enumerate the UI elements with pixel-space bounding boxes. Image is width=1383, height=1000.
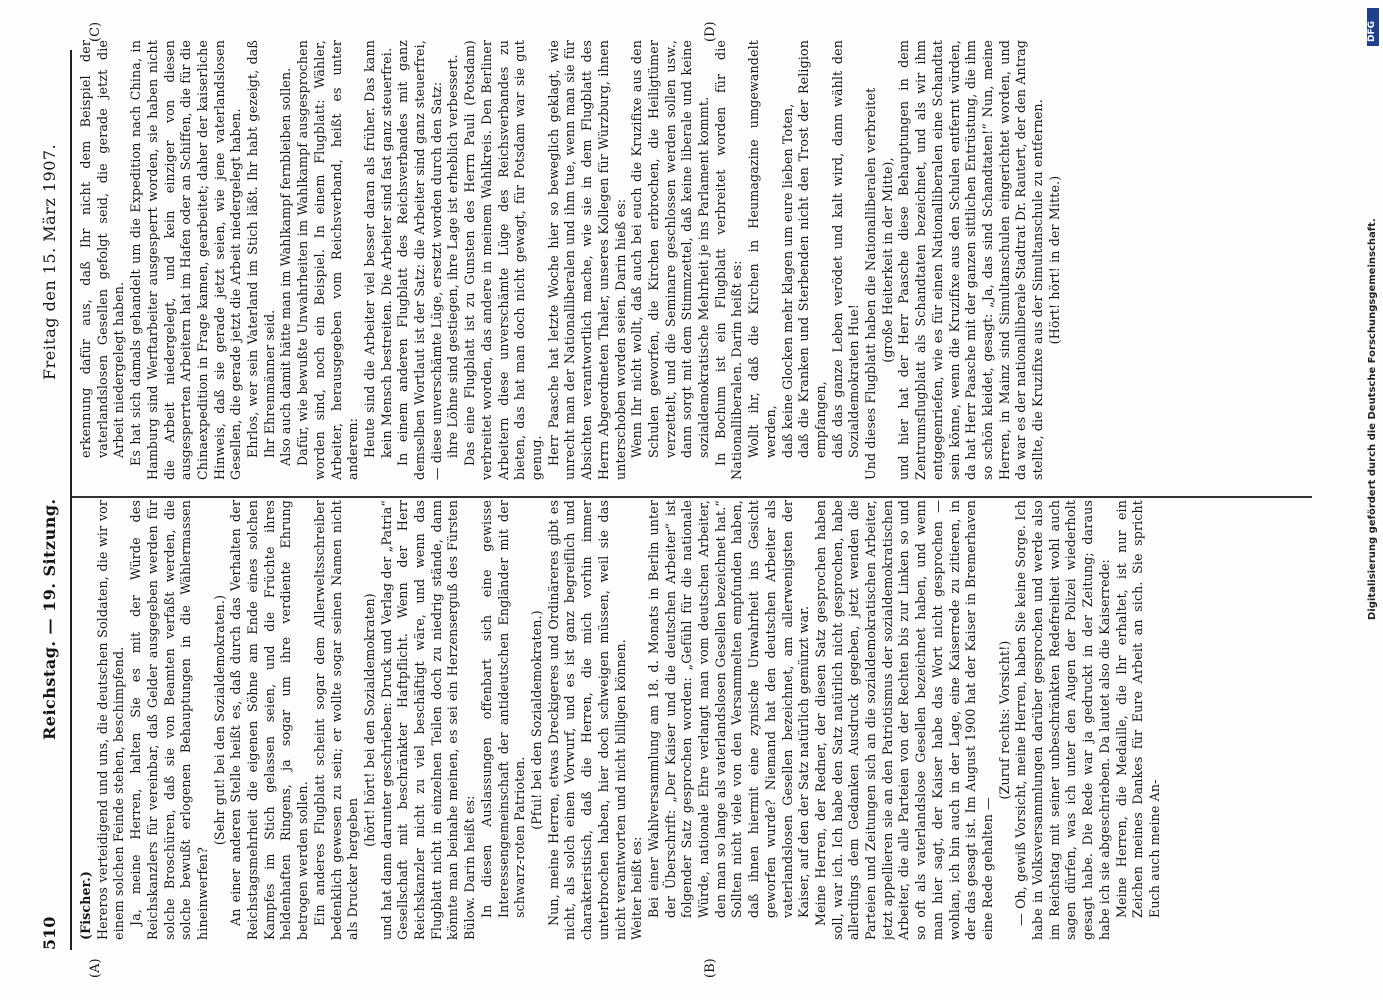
dfg-logo-text: DFG <box>1367 20 1377 42</box>
quotation: daß die Kranken und Sterbenden nicht den Trost der Religion empfangen, <box>796 40 828 458</box>
column-divider <box>72 496 1312 498</box>
interjection: (große Heiterkeit in der Mitte), <box>879 157 895 363</box>
interjection: (Pfui! bei den Sozialdemokraten.) <box>528 610 544 830</box>
paragraph: Es hat sich damals gehandelt um die Expedition nach China, in Hamburg sind Werftarbeiter ausgesperrt worden, sie haben nicht die Arbeit niedergelegt, und kein einziger von diesen ausgesperrten Arbeitern hat im Hafen oder an Schiffen, die für die Chinaexpedition in Frage kamen, gearbeitet; daher der kaiserliche Hinweis, daß sie gerade jetzt seien, wie jene vaterlandslosen Gesellen, die gerade jetzt die Arbeit niedergelegt haben. <box>128 40 244 480</box>
quotation: Wollt ihr, daß die Kirchen in Heumagazine umgewandelt werden, <box>746 40 778 458</box>
digitization-note: Digitalisierung gefördert durch die Deutsche Forschungsgemeinschaft. <box>1367 218 1378 620</box>
paragraph: Meine Herren, der Redner, der diesen Satz gesprochen haben soll, war ich. Ich habe den Satz natürlich nicht gesprochen, habe allerdings dem Gedanken Ausdruck gegeben, jetzt wenden die Parteien und Zeitungen sich an die sozialdemokratischen Arbeiter, jetzt appellieren sie an den Patriotismus der sozialdemokratischen Arbeiter, die alle Parteien von der Rechten bis zur Linken so und so oft als vaterlandslose Gesellen bezeichnet haben, und wenn man hier sagt, der Kaiser habe das Wort nicht gesprochen — wohlan, ich bin auch in der Lage, eine Kaiserrede zu zitieren, in der das gesagt ist. Im August 1900 hat der Kaiser in Bremerhaven eine Rede gehalten — <box>812 500 995 940</box>
header-rule <box>70 50 72 950</box>
margin-marker-a: (A) <box>88 958 103 978</box>
quotation: Ehrlos, wer sein Vaterland im Stich läßt. Ihr habt gezeigt, daß Ihr Ehrenmänner seid. <box>245 40 277 458</box>
paragraph: Nun, meine Herren, etwas Dreckigeres und Ordinäreres gibt es nicht, als solch einen Vorwurf, und es ist ganz begreiflich und charakteristisch, daß die Herren, die mich vorhin immer unterbrochen haben, hier doch schweigen müssen, weil sie das nicht verantworten und nicht billigen können. <box>545 500 628 940</box>
quotation: ihre Löhne sind gestiegen, ihre Lage ist erheblich verbessert. <box>445 54 461 458</box>
quotation: Heute sind die Arbeiter viel besser daran als früher. Das kann kein Mensch bestreiten. Die Arbeiter sind fast ganz steuerfrei. <box>361 40 394 458</box>
paragraph: Also auch damit hätte man im Wahlkampf fernbleiben sollen. <box>278 67 294 466</box>
interjection: (hört! hört! bei den Sozialdemokraten) <box>361 593 377 847</box>
session-date: Freitag den 15. März 1907. <box>40 143 59 380</box>
page-header <box>40 50 70 950</box>
paragraph: Ja, meine Herren, halten Sie es mit der Würde des Reichskanzlers für vereinbar, daß Gelder ausgegeben werden für solche Broschüren, daß sie von Beamten verfaßt werden, die solche bewußt erlogenen Behauptungen in die Wählermassen hineinwerfen? <box>128 500 210 940</box>
paragraph: — Oh, gewiß Vorsicht, meine Herren, haben Sie keine Sorge. Ich habe in Volksversammlungen darüber gesprochen und werde also im Reichstag mit seiner unbeschränkten Redefreiheit wohl auch sagen dürfen, was ich unter den Augen der Polizei wiederholt gesagt habe. Die Rede war ja gedruckt in der Zeitung; daraus habe ich sie abgeschrieben. Da lautet also die Kaiserrede: <box>1013 500 1112 940</box>
paragraph: Weiter heißt es: <box>629 836 645 940</box>
interjection: (Zuruf rechts: Vorsicht!) <box>996 640 1012 800</box>
quotation: daß keine Glocken mehr klagen um eure lieben Toten, <box>779 103 795 458</box>
margin-marker-b: (B) <box>703 958 718 978</box>
quotation: In diesen Auslassungen offenbart sich eine gewisse Interessengemeinschaft der antideutschen Engländer mit der schwarz-roten Patrioten. <box>478 500 528 918</box>
paragraph: und hier hat der Herr Paasche diese Behauptungen in dem Zentrumsflugblatt als Schandtaten bezeichnet, und als wir ihm entgegenriefen, wie es für einen Nationalliberalen eine Schandtat sein könne, wenn die Kruzifixe aus den Schulen entfernt würden, da hat Herr Paasche mit der ganzen sittlichen Entrüstung, die ihm so schön kleidet, gesagt: „Ja, das sind Schandtaten!“ Nun, meine Herren, in Mainz sind Simultanschulen eingerichtet worden, und da war es der nationalliberale Stadtrat Dr. Rautert, der den Antrag stellte, die Kruzifixe aus der Simultanschule zu entfernen. <box>896 40 1046 480</box>
paragraph: Das eine Flugblatt ist zu Gunsten des Herrn Pauli (Potsdam) verbreitet worden, das andere in meinem Wahlkreis. Den Berliner Arbeitern diese unverschämte Lüge des Reichsverbandes zu bieten, das hat man doch nicht gewagt, für Potsdam war sie gut genug. <box>462 40 544 480</box>
paragraph: Dafür, wie bewußte Unwahrheiten im Wahlkampf ausgesprochen worden sind, noch ein Beispiel. In einem Flugblatt: Wähler, Arbeiter, herausgegeben vom Reichsverband, heißt es unter anderem: <box>295 40 361 480</box>
left-column <box>78 500 1308 940</box>
quotation: Wenn Ihr nicht wollt, daß auch bei euch die Kruzifixe aus den Schulen geworfen, die Kirchen erbrochen, die Heiligtümer verzettelt, und die Seminare geschlossen werden sollen usw., dann sorgt mit dem Stimmzettel, daß keine liberale und keine sozialdemokratische Mehrheit je ins Parlament kommt. <box>629 40 712 458</box>
interjection: (Hört! hört! in der Mitte.) <box>1046 175 1062 345</box>
quotation: daß das ganze Leben verödet und kalt wird, dann wählt den Sozialdemokraten Hue! <box>829 40 862 458</box>
paragraph: In Bochum ist ein Flugblatt verbreitet worden für die Nationalliberalen. Darin heißt es: <box>712 40 745 480</box>
speaker-name: (Fischer.) <box>78 871 93 940</box>
paragraph: Herr Paasche hat letzte Woche hier so beweglich geklagt, wie unrecht man der Nationalliberalen und ihm tue, wenn man sie für Absichten verantwortlich mache, wie sie in dem Flugblatt des Herrn Abgeordneten Thaler, unseres Kollegen für Würzburg, ihnen unterschoben worden seien. Darin hieß es: <box>545 40 628 480</box>
quotation: erkennung dafür aus, daß Ihr nicht dem Beispiel der vaterlandslosen Gesellen gefolgt seid, die gerade jetzt die Arbeit niedergelegt haben. <box>78 40 127 458</box>
quotation: Meine Herren, die Medaille, die Ihr erhaltet, ist nur ein Zeichen meines Dankes für Eure Arbeit an sich. Sie spricht Euch auch meine An- <box>1113 500 1162 918</box>
paragraph: In einem anderen Flugblatt des Reichsverbandes mit ganz demselben Wortlaut ist der Satz: die Arbeiter sind ganz steuerfrei, — diese unverschämte Lüge, ersetzt worden durch den Satz: <box>395 40 444 480</box>
paragraph: Und dieses Flugblatt haben die Nationalliberalen verbreitet <box>863 87 879 480</box>
session-title: Reichstag. — 19. Sitzung. <box>40 498 59 740</box>
margin-marker-d: (D) <box>703 21 718 42</box>
margin-marker-c: (C) <box>88 21 103 42</box>
paragraph: Hereros verteidigend und uns, die deutschen Soldaten, die wir vor einem solchen Feinde stehen, beschimpfend. <box>94 500 127 940</box>
paragraph: Ein anderes Flugblatt scheint sogar dem Allerweltsschreiber bedenklich gewesen zu sein; er wollte sogar seinen Namen nicht als Drucker hergeben <box>311 500 361 940</box>
quotation: Bei einer Wahlversammlung am 18. d. Monats in Berlin unter der Überschrift: „Der Kaiser und die deutschen Arbeiter“ ist folgender Satz gesprochen worden: „Gefühl für die nationale Würde, nationale Ehre verlangt man vom deutschen Arbeiter, den man so lange als vaterlandslosen Gesellen bezeichnet hat.“ Sollten nicht viele von den Versammelten empfunden haben, daß ihnen hiermit eine zynische Unwahrheit ins Gesicht geworfen wurde? Niemand hat den deutschen Arbeiter als vaterlandslosen Gesellen bezeichnet, am allerwenigsten der Kaiser, auf den der Satz natürlich gemünzt war. <box>645 500 812 918</box>
right-column <box>78 40 1308 480</box>
page-number: 510 <box>40 916 59 950</box>
paragraph: und hat dann darunter geschrieben: Druck und Verlag der „Patria“ Gesellschaft mit beschränkter Haftpflicht. Wenn der Herr Reichskanzler nicht zu viel beschäftigt wäre, und wenn das Flugblatt nicht in einzelnen Teilen doch zu niedrig stände, dann könnte man beinahe meinen, es sei ein Herzenserguß des Fürsten Bülow. Darin heißt es: <box>378 500 478 940</box>
paragraph: An einer anderen Stelle heißt es, daß durch das Verhalten der Reichstagsmehrheit die eigenen Söhne am Ende eines solchen Kampfes im Stich gelassen seien, und die Früchte ihres heldenhaften Ringens, ja sogar um ihre verdiente Ehrung betrogen werden sollen. <box>228 500 311 940</box>
interjection: (Sehr gut! bei den Sozialdemokraten.) <box>211 594 227 846</box>
